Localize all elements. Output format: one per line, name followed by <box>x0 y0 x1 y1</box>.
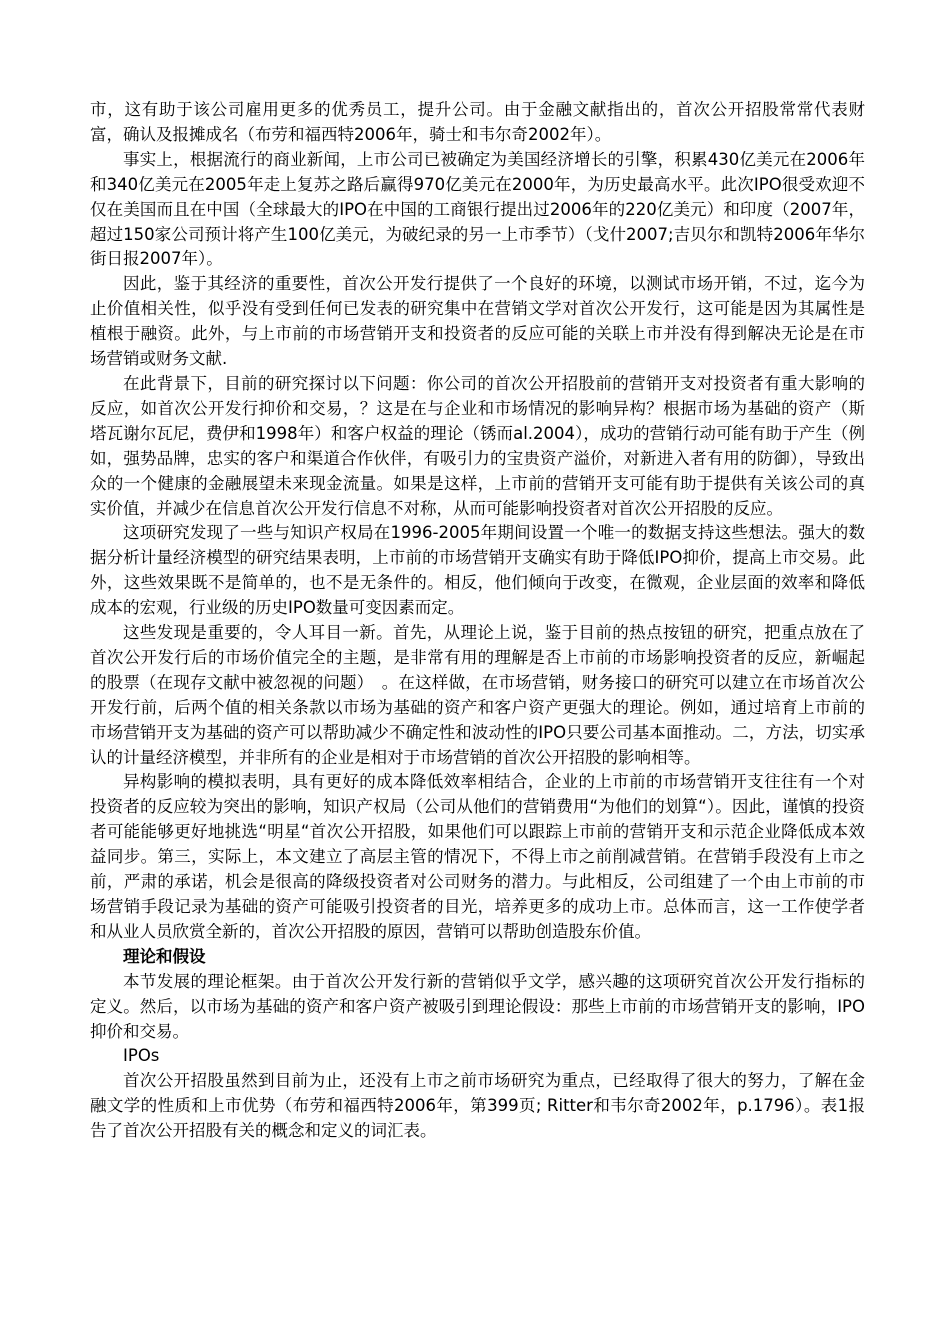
body-paragraph: 这些发现是重要的，令人耳目一新。首先，从理论上说，鉴于目前的热点按钮的研究，把重点放在了首次公开发行后的市场价值完全的主题，是非常有用的理解是否上市前的市场影响投资者的反应，新崛起的股票（在现存文献中被忽视的问题） 。在这样做，在市场营销，财务接口的研究可以建立在市场首次公开发行前，后两个值的相关条款以市场为基础的资产和客户资产更强大的理论。例如，通过培育上市前的市场营销开支为基础的资产可以帮助减少不确定性和波动性的IPO只要公司基本面推动。二，方法，切实承认的计量经济模型，并非所有的企业是相对于市场营销的首次公开招股的影响相等。 <box>90 623 865 767</box>
subsection-heading: IPOs <box>123 1046 160 1066</box>
body-paragraph: 异构影响的模拟表明，具有更好的成本降低效率相结合，企业的上市前的市场营销开支往往有一个对投资者的反应较为突出的影响，知识产权局（公司从他们的营销费用“为他们的划算“）。因此，谨慎的投资者可能能够更好地挑选“明星“首次公开招股，如果他们可以跟踪上市前的营销开支和示范企业降低成本效益同步。第三，实际上，本文建立了高层主管的情况下，不得上市之前削减营销。在营销手段没有上市之前，严肃的承诺，机会是很高的降级投资者对公司财务的潜力。与此相反，公司组建了一个由上市前的市场营销手段记录为基础的资产可能吸引投资者的目光，培养更多的成功上市。总体而言，这一工作使学者和从业人员欣赏全新的，首次公开招股的原因，营销可以帮助创造股东价值。 <box>90 772 865 941</box>
body-paragraph: 这项研究发现了一些与知识产权局在1996-2005年期间设置一个唯一的数据支持这些想法。强大的数据分析计量经济模型的研究结果表明，上市前的市场营销开支确实有助于降低IPO抑价，提高上市交易。此外，这些效果既不是简单的，也不是无条件的。相反，他们倾向于改变，在微观，企业层面的效率和降低成本的宏观，行业级的历史IPO数量可变因素而定。 <box>90 523 865 618</box>
body-paragraph: 市，这有助于该公司雇用更多的优秀员工，提升公司。由于金融文献指出的，首次公开招股常常代表财富，确认及报摊成名（布劳和福西特2006年，骑士和韦尔奇2002年）。 <box>90 100 865 144</box>
document-page <box>90 98 865 1144</box>
subsection-paragraph: 首次公开招股虽然到目前为止，还没有上市之前市场研究为重点，已经取得了很大的努力，了解在金融文学的性质和上市优势（布劳和福西特2006年，第399页; Ritter和韦尔奇2002年，p.1796）。表1报告了首次公开招股有关的概念和定义的词汇表。 <box>90 1071 865 1141</box>
body-paragraph: 因此，鉴于其经济的重要性，首次公开发行提供了一个良好的环境，以测试市场开销，不过，迄今为止价值相关性，似乎没有受到任何已发表的研究集中在营销文学对首次公开发行，这可能是因为其属性是植根于融资。此外，与上市前的市场营销开支和投资者的反应可能的关联上市并没有得到解决无论是在市场营销或财务文献. <box>90 274 865 369</box>
body-paragraph: 事实上，根据流行的商业新闻，上市公司已被确定为美国经济增长的引擎，积累430亿美元在2006年和340亿美元在2005年走上复苏之路后赢得970亿美元在2000年，为历史最高水平。此次IPO很受欢迎不仅在美国而且在中国（全球最大的IPO在中国的工商银行提出过2006年的220亿美元）和印度（2007年，超过150家公司预计将产生100亿美元，为破纪录的另一上市季节）（戈什2007;吉贝尔和凯特2006年华尔街日报2007年）。 <box>90 149 865 269</box>
section-paragraph: 本节发展的理论框架。由于首次公开发行新的营销似乎文学，感兴趣的这项研究首次公开发行指标的定义。然后，以市场为基础的资产和客户资产被吸引到理论假设：那些上市前的市场营销开支的影响，IPO抑价和交易。 <box>90 971 865 1041</box>
section-heading: 理论和假设 <box>123 946 206 966</box>
body-paragraph: 在此背景下，目前的研究探讨以下问题：你公司的首次公开招股前的营销开支对投资者有重大影响的反应，如首次公开发行抑价和交易，？这是在与企业和市场情况的影响异构？根据市场为基础的资产（斯塔瓦谢尔瓦尼，费伊和1998年）和客户权益的理论（锈而al.2004），成功的营销行动可能有助于产生（例如，强势品牌，忠实的客户和渠道合作伙伴，有吸引力的宝贵资产溢价，对新进入者有用的防御），导致出众的一个健康的金融展望未来现金流量。如果是这样，上市前的营销开支可能有助于提供有关该公司的真实价值，并减少在信息首次公开发行信息不对称，从而可能影响投资者对首次公开招股的反应。 <box>90 373 865 518</box>
